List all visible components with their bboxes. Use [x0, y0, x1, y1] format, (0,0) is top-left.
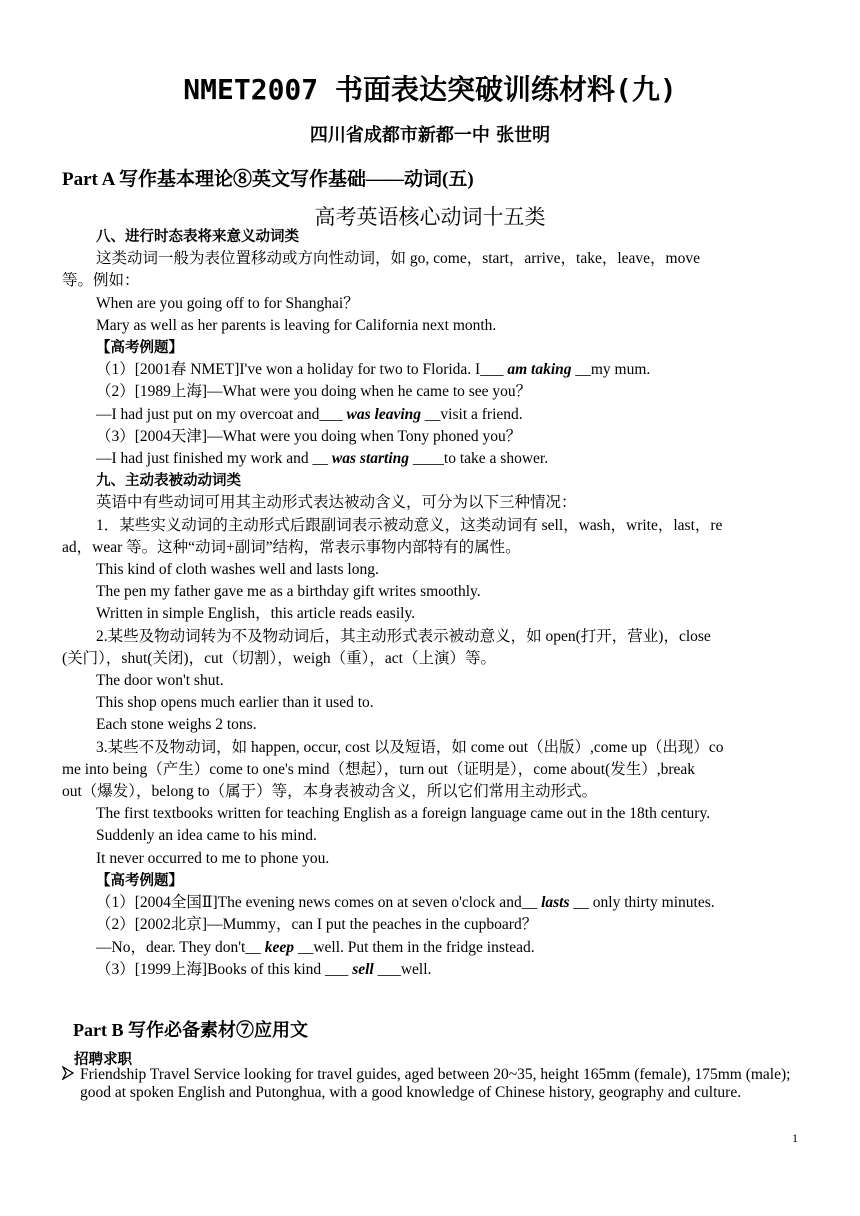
- example-sentence: Suddenly an idea came to his mind.: [96, 827, 317, 845]
- job-section-heading: 招聘求职: [74, 1052, 132, 1068]
- example-sentence: Mary as well as her parents is leaving for California next month.: [96, 316, 497, 334]
- exam-question: [62, 359, 800, 381]
- exam-examples-heading: 【高考例题】: [96, 872, 183, 889]
- example-sentence: This kind of cloth washes well and lasts long.: [96, 561, 379, 579]
- example-sentence: When are you going off to for Shanghai？: [96, 294, 359, 312]
- paragraph-line: 英语中有些动词可用其主动形式表达被动含义，可分为以下三种情况：: [96, 494, 577, 512]
- part-a-heading: Part A 写作基本理论⑧英文写作基础——动词(五): [62, 169, 474, 190]
- paragraph-line: 等。例如：: [62, 272, 140, 290]
- question-text: __visit a friend.: [421, 405, 523, 423]
- paragraph-line: ad，wear 等。这种“动词+副词”结构，常表示事物内部特有的属性。: [62, 538, 521, 556]
- question-text: —No，dear. They don't__: [96, 938, 265, 956]
- answer-text: was leaving: [346, 405, 422, 423]
- answer-text: keep: [264, 938, 294, 956]
- paragraph-line: (关门），shut(关闭)，cut（切割），weigh（重），act（上演）等。: [62, 649, 496, 667]
- answer-text: am taking: [507, 361, 572, 379]
- example-sentence: The first textbooks written for teaching English as a foreign language came out in the 18th century.: [96, 805, 711, 823]
- page-number: 1: [792, 1131, 798, 1145]
- question-text: （1）[2001春 NMET]I've won a holiday for two to Florida. I___: [96, 361, 508, 379]
- exam-question: （2）[2002北京]—Mummy，can I put the peaches in the cupboard？: [96, 916, 538, 934]
- answer-text: was starting: [331, 450, 410, 468]
- example-sentence: The pen my father gave me as a birthday gift writes smoothly.: [96, 583, 481, 601]
- job-ad-text: Friendship Travel Service looking for travel guides, aged between 20~35, height 165mm (female), 175mm (male); good at spoken English and Putonghua, with a good knowledge of Chinese history, geography and culture.: [80, 1066, 791, 1101]
- exam-examples-heading: 【高考例题】: [96, 340, 183, 357]
- part-b-heading: Part B 写作必备素材⑦应用文: [73, 1020, 308, 1040]
- example-sentence: Written in simple English，this article reads easily.: [96, 605, 416, 623]
- exam-answer-line: [62, 404, 800, 426]
- paragraph-line: 3.某些不及物动词，如 happen, occur, cost 以及短语，如 come out（出版）,come up（出现）co: [96, 738, 724, 756]
- question-text: ___well.: [373, 960, 432, 978]
- section-heading: 高考英语核心动词十五类: [314, 205, 546, 229]
- example-sentence: The door won't shut.: [96, 672, 224, 690]
- answer-text: lasts: [541, 894, 570, 912]
- exam-question: [62, 959, 800, 981]
- question-text: __ only thirty minutes.: [569, 894, 715, 912]
- answer-text: sell: [352, 960, 374, 978]
- exam-answer-line: [62, 448, 800, 470]
- exam-question: （2）[1989上海]—What were you doing when he came to see you？: [96, 383, 532, 401]
- paragraph-line: 1．某些实义动词的主动形式后跟副词表示被动意义，这类动词有 sell，wash，write，last，re: [96, 516, 723, 534]
- subsection-heading-8: 八、进行时态表将来意义动词类: [96, 229, 299, 245]
- question-text: —I had just put on my overcoat and___: [96, 405, 347, 423]
- paragraph-line: 2.某些及物动词转为不及物动词后，其主动形式表示被动意义，如 open(打开，营业)，close: [96, 627, 711, 645]
- paragraph-line: me into being（产生）come to one's mind（想起），turn out（证明是），come about(发生）,break: [62, 760, 696, 778]
- question-text: （3）[1999上海]Books of this kind ___: [96, 960, 353, 978]
- example-sentence: It never occurred to me to phone you.: [96, 849, 330, 867]
- question-text: —I had just finished my work and __: [96, 450, 332, 468]
- exam-question: （3）[2004天津]—What were you doing when Tony phoned you？: [96, 427, 522, 445]
- list-item: [62, 1066, 792, 1102]
- exam-answer-line: [62, 937, 800, 959]
- main-content: [62, 226, 800, 981]
- document-title: NMET2007 书面表达突破训练材料(九): [183, 73, 677, 106]
- arrow-bullet-icon: [62, 1066, 74, 1086]
- question-text: __my mum.: [571, 361, 651, 379]
- question-text: ____to take a shower.: [409, 450, 549, 468]
- paragraph-line: 这类动词一般为表位置移动或方向性动词，如 go, come，start，arrive，take，leave，move: [96, 250, 700, 268]
- document-author: 四川省成都市新都一中 张世明: [309, 125, 551, 146]
- subsection-heading-9: 九、主动表被动动词类: [96, 473, 241, 490]
- exam-question: [62, 892, 800, 914]
- question-text: （1）[2004全国Ⅱ]The evening news comes on at seven o'clock and__: [96, 894, 542, 912]
- question-text: __well. Put them in the fridge instead.: [293, 938, 535, 956]
- example-sentence: Each stone weighs 2 tons.: [96, 716, 257, 734]
- paragraph-line: out（爆发），belong to（属于）等，本身表被动含义，所以它们常用主动形式。: [62, 783, 598, 801]
- example-sentence: This shop opens much earlier than it used to.: [96, 694, 374, 712]
